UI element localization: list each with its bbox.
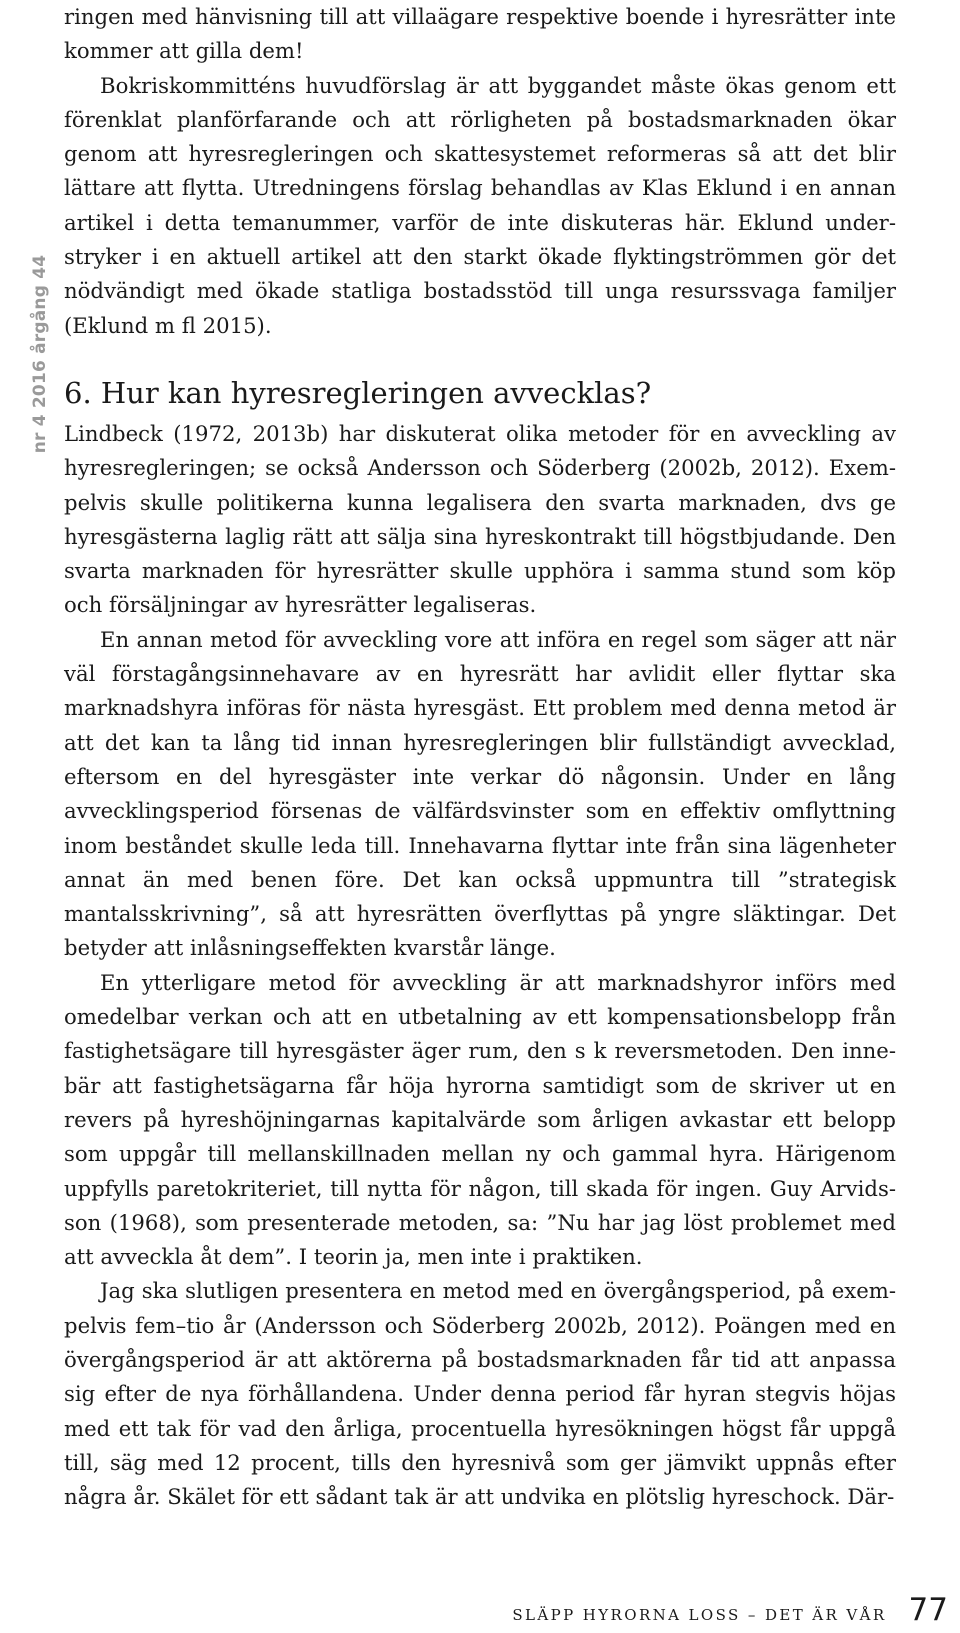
- page-number: 77: [908, 1592, 948, 1628]
- paragraph-lindbeck: Lindbeck (1972, 2013b) har diskuterat olika metoder för en avveckling av hyresregleringen; se också Andersson och Söderberg (2002b, 2012). Exempelvis skulle politikerna kunna legalisera den svarta marknaden, dvs ge hyresgästerna laglig rätt att sälja sina hyreskontrakt till högstbjudande. Den svarta marknaden för hyresrätter skulle upphöra i samma stund som köp och försäljningar av hyresrätter legaliseras.: [64, 420, 896, 618]
- running-title: SLÄPP HYRORNA LOSS – DET ÄR VÅR: [512, 1606, 887, 1624]
- paragraph-bokriskommitten: Bokriskommitténs huvudförslag är att byggandet måste ökas genom ett förenklat planförfarande och att rörligheten på bostadsmarknaden ökar genom att hyresregleringen och skattesystemet reformeras så att det blir lättare att flytta. Utredningens förslag behandlas av Klas Eklund i en annan artikel i detta temanummer, varför de inte diskuteras här. Eklund understryker i en aktuell artikel att den starkt ökade flyktingströmmen gör det nödvändigt med ökade statliga bostadsstöd till unga resurssvaga familjer (Eklund m fl 2015).: [64, 72, 896, 338]
- page-footer: [512, 1592, 948, 1628]
- paragraph-reversmetoden: En ytterligare metod för avveckling är att marknadshyror införs med omedelbar verkan och att en utbetalning av ett kompensationsbelopp från fastighetsägare till hyresgäster äger rum, den s k reversmetoden. Den innebär att fastighetsägarna får höja hyrorna samtidigt som de skriver ut en revers på hyreshöjningarnas kapitalvärde som årligen avkastar ett belopp som uppgår till mellanskillnaden mellan ny och gammal hyra. Härigenom uppfylls paretokriteriet, till nytta för någon, till skada för ingen. Guy Arvidsson (1968), som presenterade metoden, sa: ”Nu har jag löst problemet med att avveckla åt dem”. I teorin ja, men inte i praktiken.: [64, 969, 896, 1270]
- paragraph-second-method: En annan metod för avveckling vore att införa en regel som säger att när väl förstagångsinnehavare av en hyresrätt har avlidit eller flyttar ska marknadshyra införas för nästa hyresgäst. Ett problem med denna metod är att det kan ta lång tid innan hyresregleringen blir fullständigt avvecklad, eftersom en del hyresgäster inte verkar dö någonsin. Under en lång avvecklingsperiod försenas de välfärdsvinster som en effektiv omflyttning inom beståndet skulle leda till. Innehavarna flyttar inte från sina lägenheter annat än med benen före. Det kan också uppmuntra till ”strategisk mantalsskrivning”, så att hyresrätten överflyttas på yngre släktingar. Det betyder att inlåsningseffekten kvarstår länge.: [64, 626, 896, 961]
- paragraph-transition-period: Jag ska slutligen presentera en metod med en övergångsperiod, på exempelvis fem–tio år (Andersson och Söderberg 2002b, 2012). Poängen med en övergångsperiod är att aktörerna på bostadsmarknaden får tid att anpassa sig efter de nya förhållandena. Under denna period får hyran stegvis höjas med ett tak för vad den årliga, procentuella hyresökningen högst får uppgå till, säg med 12 procent, tills den hyresnivå som ger jämvikt uppnås efter några år. Skälet för ett sådant tak är att undvika en plötslig hyreschock. Där-: [64, 1278, 896, 1510]
- journal-issue-label: nr 4 2016 årgång 44: [30, 254, 50, 454]
- paragraph-continued: ringen med hänvisning till att villaägare respektive boende i hyresrätter inte kommer att gilla dem!: [64, 4, 896, 64]
- section-heading: 6. Hur kan hyresregleringen avvecklas?: [64, 375, 652, 410]
- article-body: [64, 0, 896, 1514]
